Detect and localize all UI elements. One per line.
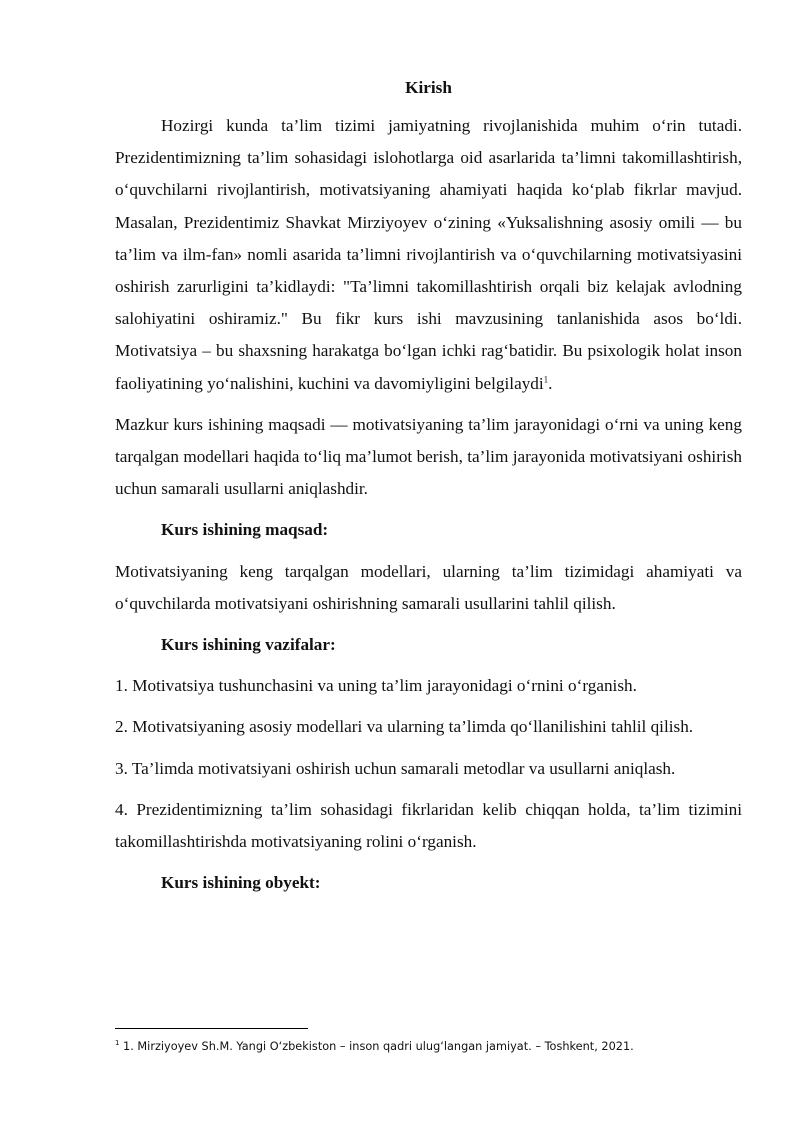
intro-paragraph bbox=[115, 110, 742, 400]
intro-end: . bbox=[548, 373, 553, 393]
footnote-reference[interactable]: 1 bbox=[543, 373, 549, 384]
object-heading: Kurs ishining obyekt: bbox=[161, 873, 321, 893]
task-item: 3. Ta’limda motivatsiyani oshirish uchun samarali metodlar va usullarni aniqlash. bbox=[115, 758, 676, 778]
intro-text: Hozirgi kunda ta’lim tizimi jamiyatning rivojlanishida muhim o‘rin tutadi. Prezidentimizning ta’lim sohasidagi islohotlarga oid asarlarida ta’limni takomillashtirish, o‘quvchilarni rivojlantirish, motivatsiyaning ahamiyati haqida ko‘plab fikrlar mavjud. Masalan, Prezidentimiz Shavkat Mirziyoyev o‘zining «Yuksalishning asosiy omili — bu ta’lim va ilm-fan» nomli asarida ta’limni rivojlantirish va o‘quvchilarning motivatsiyasini oshirish zarurligini ta’kidlaydi: "Ta’limni takomillashtirish orqali biz kelajak avlodning salohiyatini oshiramiz." Bu fikr kurs ishi mavzusining tanlanishida asos bo‘ldi. Motivatsiya – bu shaxsning harakatga bo‘lgan ichki rag‘batidir. Bu psixologik holat inson faoliyatining yo‘nalishini, kuchini va davomiyligini belgilaydi bbox=[115, 116, 742, 393]
task-item: 2. Motivatsiyaning asosiy modellari va ularning ta’limda qo‘llanilishini tahlil qilish. bbox=[115, 717, 694, 737]
goal-heading: Kurs ishining maqsad: bbox=[161, 520, 329, 540]
footnote bbox=[115, 1039, 742, 1055]
task-item: 1. Motivatsiya tushunchasini va uning ta’lim jarayonidagi o‘rnini o‘rganish. bbox=[115, 676, 637, 696]
task-item: 4. Prezidentimizning ta’lim sohasidagi fikrlaridan kelib chiqqan holda, ta’lim tizimini takomillashtirishda motivatsiyaning rolini o‘rganish. bbox=[115, 799, 742, 852]
footnote-text: 1. Mirziyoyev Sh.M. Yangi O‘zbekiston – inson qadri ulug‘langan jamiyat. – Toshkent, 2021. bbox=[119, 1040, 634, 1053]
footnote-marker: 1 bbox=[115, 1039, 120, 1048]
footnote-separator bbox=[115, 1028, 308, 1029]
document-body bbox=[115, 72, 742, 899]
section-title: Kirish bbox=[405, 78, 452, 97]
tasks-heading: Kurs ishining vazifalar: bbox=[161, 635, 336, 655]
aim-paragraph: Mazkur kurs ishining maqsadi — motivatsiyaning ta’lim jarayonidagi o‘rni va uning keng tarqalgan modellari haqida to‘liq ma’lumot berish, ta’lim jarayonida motivatsiyani oshirish uchun samarali usullarni aniqlashdir. bbox=[115, 414, 742, 499]
goal-text: Motivatsiyaning keng tarqalgan modellari, ularning ta’lim tizimidagi ahamiyati va o‘quvchilarda motivatsiyani oshirishning samarali usullarini tahlil qilish. bbox=[115, 561, 742, 613]
